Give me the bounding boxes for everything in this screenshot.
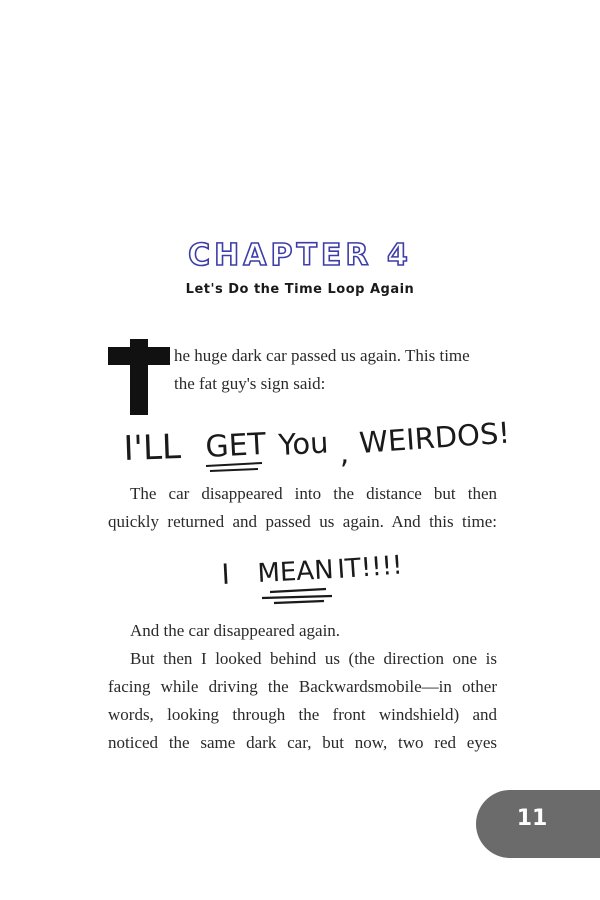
sign-word: I xyxy=(220,557,231,591)
chapter-subtitle: Let's Do the Time Loop Again xyxy=(185,282,415,297)
handwritten-sign-2 xyxy=(0,546,600,616)
sign-word: MEAN xyxy=(256,555,335,589)
paragraph-line: facing while driving the Backwardsmobile—in other xyxy=(108,677,497,696)
underline-stroke xyxy=(262,589,332,603)
paragraph-line: he huge dark car passed us again. This time xyxy=(174,346,470,365)
paragraph-line: words, looking through the front windshield) and xyxy=(108,705,497,724)
chapter-title: CHAPTER 4 xyxy=(188,238,412,273)
paragraph-line: But then I looked behind us (the direction one is xyxy=(130,649,497,668)
handwritten-sign-1 xyxy=(0,408,600,478)
sign-word: IT!!!! xyxy=(336,550,404,585)
paragraph-line: The car disappeared into the distance but then xyxy=(130,484,497,503)
sign-word: You xyxy=(277,425,330,462)
sign-word: I'LL xyxy=(122,427,182,469)
sign-word: WEIRDOS! xyxy=(358,415,512,460)
page-number: 11 xyxy=(516,806,548,831)
drop-cap xyxy=(108,339,170,415)
sign-word: GET xyxy=(204,426,267,465)
paragraph-line: And the car disappeared again. xyxy=(130,621,341,640)
paragraph-line: quickly returned and passed us again. And this time: xyxy=(108,512,497,531)
sign-word: , xyxy=(340,436,350,470)
drop-cap-letter: T xyxy=(138,398,140,400)
paragraph-line: noticed the same dark car, but now, two red eyes xyxy=(108,733,497,752)
paragraph-line: the fat guy's sign said: xyxy=(174,374,326,393)
